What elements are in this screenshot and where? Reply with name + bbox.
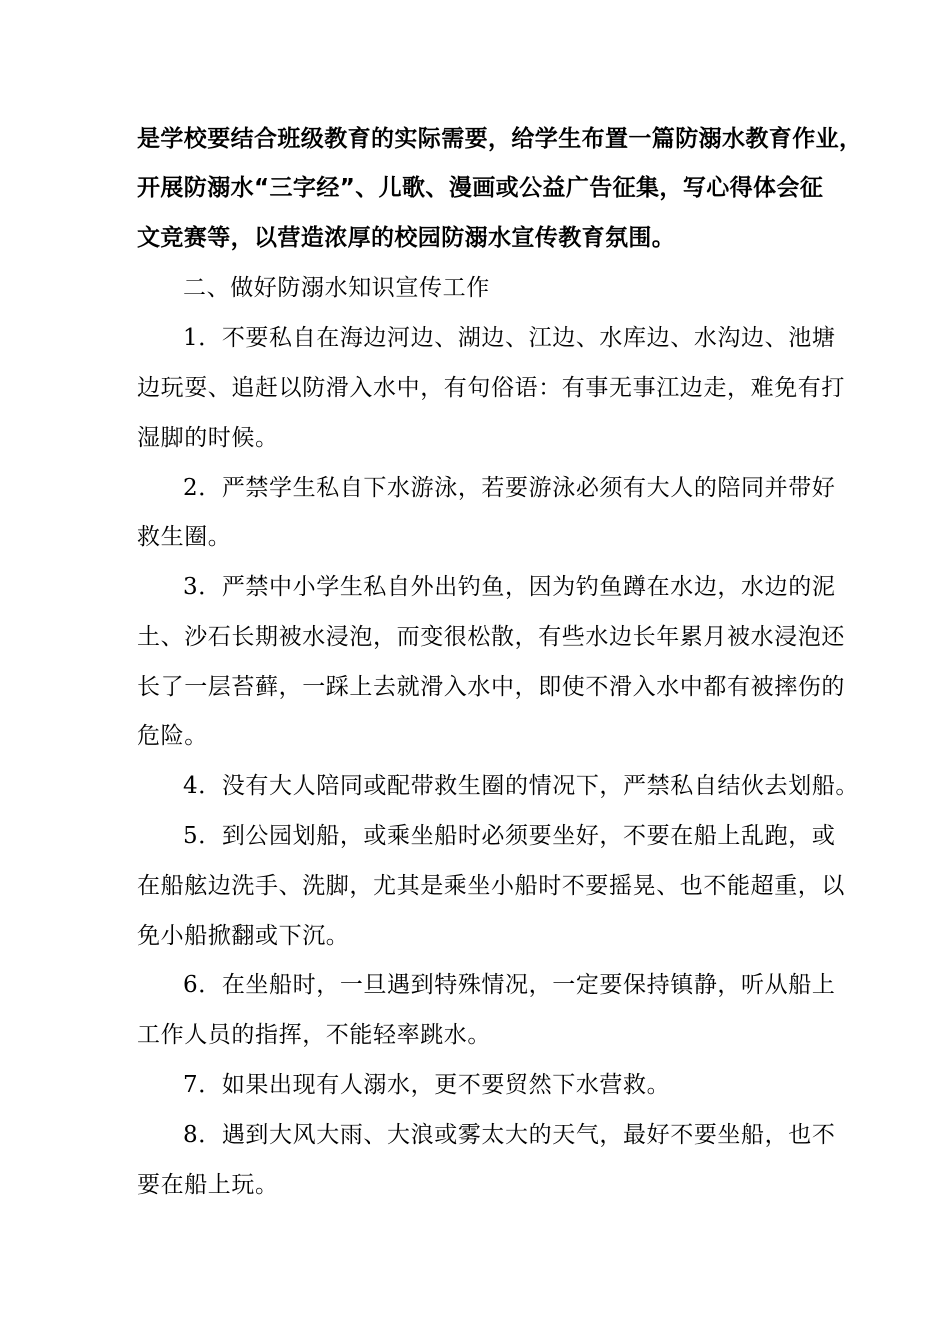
item-8-line-2: 要在船上玩。 — [137, 1172, 279, 1198]
intro-line-2: 开展防溺水“三字经”、儿歌、漫画或公益广告征集，写心得体会征 — [137, 175, 824, 201]
item-6-line-1: 6．在坐船时，一旦遇到特殊情况，一定要保持镇静，听从船上 — [183, 972, 836, 998]
item-5-line-1: 5．到公园划船，或乘坐船时必须要坐好，不要在船上乱跑，或 — [183, 823, 836, 849]
item-7-line-1: 7．如果出现有人溺水，更不要贸然下水营救。 — [183, 1072, 671, 1098]
item-3-line-1: 3．严禁中小学生私自外出钓鱼，因为钓鱼蹲在水边，水边的泥 — [183, 574, 836, 600]
item-3-line-2: 土、沙石长期被水浸泡，而变很松散，有些水边长年累月被水浸泡还 — [137, 624, 845, 650]
item-2-line-2: 救生圈。 — [137, 524, 232, 550]
item-1-line-3: 湿脚的时候。 — [137, 425, 279, 451]
section-heading: 二、做好防溺水知识宣传工作 — [183, 275, 490, 301]
item-4-line-1: 4．没有大人陪同或配带救生圈的情况下，严禁私自结伙去划船。 — [183, 773, 860, 799]
item-3-line-4: 危险。 — [137, 723, 208, 749]
item-6-line-2: 工作人员的指挥，不能轻率跳水。 — [137, 1022, 491, 1048]
item-8-line-1: 8．遇到大风大雨、大浪或雾太大的天气，最好不要坐船，也不 — [183, 1122, 836, 1148]
item-5-line-2: 在船舷边洗手、洗脚，尤其是乘坐小船时不要摇晃、也不能超重，以 — [137, 873, 845, 899]
item-2-line-1: 2．严禁学生私自下水游泳，若要游泳必须有大人的陪同并带好 — [183, 475, 836, 501]
item-3-line-3: 长了一层苔藓，一踩上去就滑入水中，即使不滑入水中都有被摔伤的 — [137, 674, 845, 700]
item-1-line-2: 边玩耍、追赶以防滑入水中，有句俗语：有事无事江边走，难免有打 — [137, 375, 845, 401]
intro-line-1: 是学校要结合班级教育的实际需要，给学生布置一篇防溺水教育作业， — [137, 126, 863, 152]
item-1-line-1: 1．不要私自在海边河边、湖边、江边、水库边、水沟边、池塘 — [183, 325, 836, 351]
intro-line-3: 文竞赛等，以营造浓厚的校园防溺水宣传教育氛围。 — [137, 225, 676, 251]
item-5-line-3: 免小船掀翻或下沉。 — [137, 923, 350, 949]
